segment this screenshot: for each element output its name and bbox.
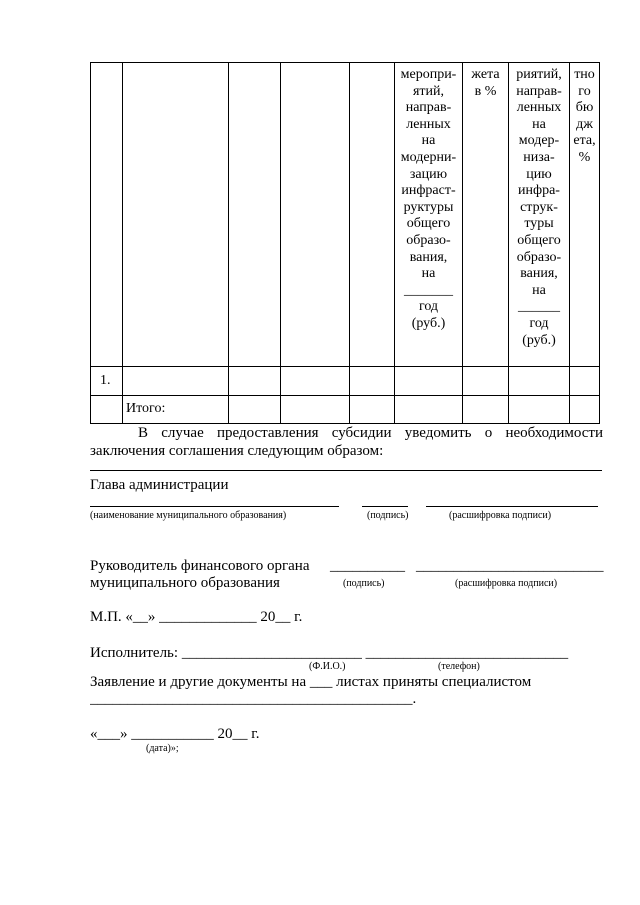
table-cell	[463, 396, 509, 424]
col6-header-text: меропри- ятий, направ- ленных на модерни- зацию инфраст- руктуры общего образо- вания, на _______ год (руб.)	[400, 67, 457, 331]
table-cell	[123, 367, 229, 396]
table-cell	[395, 367, 463, 396]
total-label: Итого:	[126, 401, 166, 417]
table-cell	[281, 396, 350, 424]
col9-header-text: тно го бю дж ета, %	[573, 67, 596, 165]
head-admin-title: Глава администрации	[90, 477, 229, 493]
stamp-date-line: М.П. «__» _____________ 20__ г.	[90, 609, 303, 625]
table-cell	[509, 396, 570, 424]
municipality-name-line	[90, 506, 339, 507]
table-cell	[229, 396, 281, 424]
table-col-4-header	[281, 63, 350, 367]
table-row	[91, 367, 600, 396]
table-col-5-header	[350, 63, 395, 367]
table-col-6-header	[395, 63, 463, 367]
table-col-1-header	[91, 63, 123, 367]
table-total-row	[91, 396, 600, 424]
notice-paragraph-line1: В случае предоставления субсидии уведомить о необходимости	[138, 425, 603, 441]
finance-decode-caption: (расшифровка подписи)	[455, 578, 558, 589]
table-cell	[350, 367, 395, 396]
table-cell	[229, 367, 281, 396]
date-caption: (дата)»;	[146, 743, 179, 754]
blank-line	[90, 470, 602, 471]
table-cell	[570, 396, 600, 424]
total-label-cell	[123, 396, 229, 424]
executor-phone-caption: (телефон)	[438, 661, 480, 672]
statement-line2: ___________________________________________.	[90, 691, 417, 707]
table-cell	[281, 367, 350, 396]
executor-line: Исполнитель: ________________________ ___________________________	[90, 645, 569, 661]
finance-decode-blank: _________________________	[416, 558, 604, 574]
signature-caption: (подпись)	[367, 510, 409, 521]
finance-head-title-line1: Руководитель финансового органа	[90, 558, 310, 574]
table-cell	[395, 396, 463, 424]
signature-line	[362, 506, 408, 507]
col7-header-text: жета в %	[471, 67, 500, 99]
table-cell	[509, 367, 570, 396]
row-number: 1.	[100, 372, 111, 388]
allocation-table	[90, 62, 600, 424]
decode-signature-line	[426, 506, 598, 507]
executor-fio-caption: (Ф.И.О.)	[309, 661, 346, 672]
notice-paragraph-line2: заключения соглашения следующим образом:	[90, 443, 384, 459]
statement-line1: Заявление и другие документы на ___ листах приняты специалистом	[90, 674, 532, 690]
table-header-row	[91, 63, 600, 367]
table-cell	[350, 396, 395, 424]
row-number-cell	[91, 367, 123, 396]
table-col-3-header	[229, 63, 281, 367]
table-col-9-header	[570, 63, 600, 367]
table-cell	[570, 367, 600, 396]
finance-signature-caption: (подпись)	[343, 578, 385, 589]
table-col-8-header	[509, 63, 570, 367]
finance-signature-blank: __________	[330, 558, 405, 574]
table-cell	[91, 396, 123, 424]
table-col-7-header	[463, 63, 509, 367]
table-cell	[463, 367, 509, 396]
table-col-2-header	[123, 63, 229, 367]
municipality-name-caption: (наименование муниципального образования)	[90, 510, 287, 521]
finance-head-title-line2: муниципального образования	[90, 575, 280, 591]
col8-header-text: риятий, направ- ленных на модер- низа- цию инфра- струк- туры общего образо- вания, на ______ год (руб.)	[516, 67, 562, 348]
decode-signature-caption: (расшифровка подписи)	[449, 510, 552, 521]
date-line: «___» ___________ 20__ г.	[90, 726, 260, 742]
